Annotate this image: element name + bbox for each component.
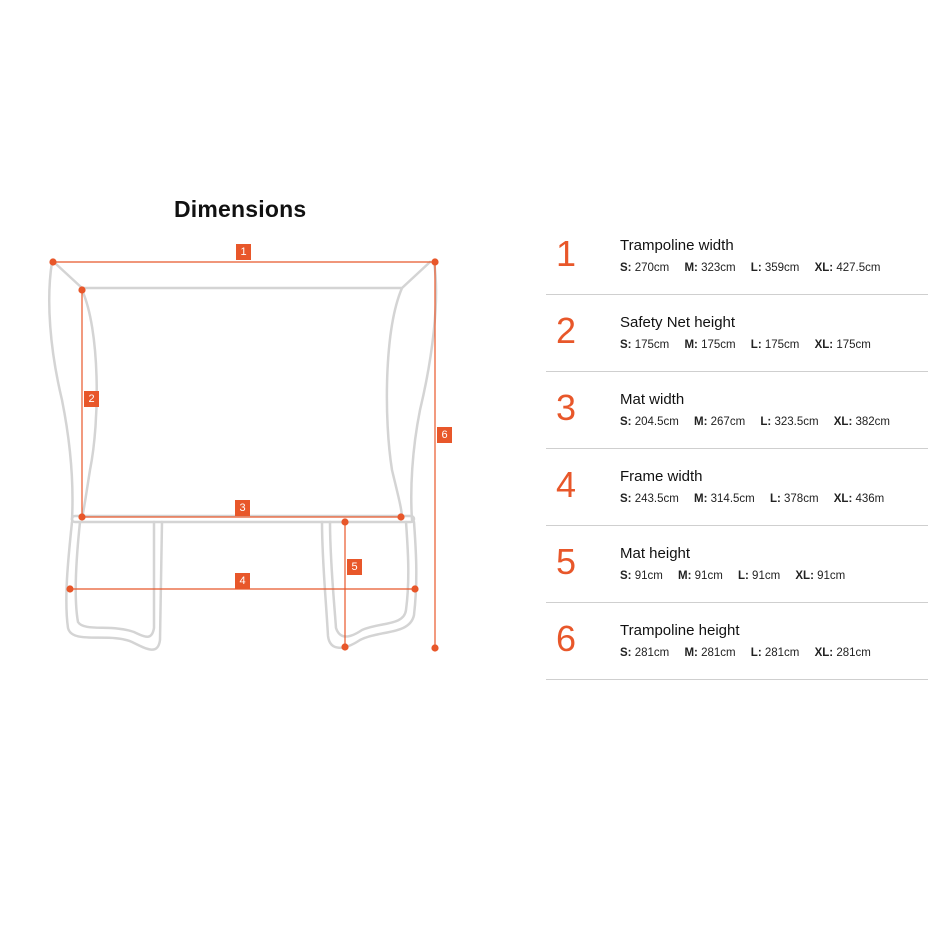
callout-badge-4 xyxy=(235,573,250,589)
size-value: 436m xyxy=(855,493,885,505)
callout-number: 6 xyxy=(441,429,448,441)
size-value: 359cm xyxy=(764,262,800,274)
left-leg xyxy=(66,522,162,650)
callout-badge-5 xyxy=(347,559,362,575)
size-value: 91cm xyxy=(694,570,723,582)
size-value: 323.5cm xyxy=(774,416,819,428)
callout-number: 5 xyxy=(351,561,358,573)
size-values xyxy=(620,570,857,582)
size-key: L: xyxy=(760,416,772,428)
dimension-end-dot xyxy=(412,586,418,592)
left-net-pole xyxy=(49,262,72,520)
list-item xyxy=(546,295,928,372)
size-values xyxy=(620,416,902,428)
size-value: 281cm xyxy=(701,647,736,659)
dimension-end-dot xyxy=(50,259,56,265)
right-net-pole-inner xyxy=(387,288,402,518)
diagram-title: Dimensions xyxy=(174,196,307,222)
size-values xyxy=(620,647,883,659)
callout-number: 2 xyxy=(88,393,95,405)
dimension-label: Safety Net height xyxy=(620,314,736,331)
size-key: S: xyxy=(620,339,632,351)
size-key: XL: xyxy=(833,416,853,428)
callout-number: 4 xyxy=(239,575,246,587)
size-key: L: xyxy=(769,493,781,505)
list-item xyxy=(546,218,928,295)
dimension-end-dot xyxy=(432,645,438,651)
dimension-lines xyxy=(50,259,438,651)
size-value: 91cm xyxy=(634,570,663,582)
dimension-label: Mat width xyxy=(620,391,685,408)
dimension-number: 1 xyxy=(556,233,577,274)
dimension-end-dot xyxy=(342,519,348,525)
size-value: 204.5cm xyxy=(634,416,679,428)
size-key: XL: xyxy=(833,493,853,505)
size-value: 175cm xyxy=(701,339,736,351)
dimension-number: 6 xyxy=(556,618,577,659)
size-value: 270cm xyxy=(634,262,670,274)
size-key: L: xyxy=(750,262,762,274)
size-value: 91cm xyxy=(817,570,846,582)
callout-badge-3 xyxy=(235,500,250,516)
size-values xyxy=(620,262,892,274)
size-key: L: xyxy=(750,647,762,659)
callout-badge-1 xyxy=(236,244,251,260)
size-key: M: xyxy=(694,416,708,428)
size-key: XL: xyxy=(814,339,834,351)
size-key: XL: xyxy=(795,570,814,582)
right-leg-inner xyxy=(330,522,408,637)
list-item xyxy=(546,526,928,603)
dimension-number: 3 xyxy=(556,387,577,428)
dimension-label: Trampoline width xyxy=(620,237,734,254)
size-key: XL: xyxy=(814,262,834,274)
size-key: M: xyxy=(694,493,708,505)
dimension-end-dot xyxy=(342,644,348,650)
size-value: 175cm xyxy=(634,339,670,351)
size-value: 281cm xyxy=(764,647,800,659)
list-item xyxy=(546,449,928,526)
right-net-pole xyxy=(411,262,436,520)
dimension-label: Trampoline height xyxy=(620,622,740,639)
size-key: S: xyxy=(620,262,632,274)
trampoline-dimension-diagram xyxy=(0,0,520,700)
size-value: 323cm xyxy=(701,262,736,274)
dimension-number: 5 xyxy=(556,541,577,582)
size-value: 314.5cm xyxy=(710,493,755,505)
callout-number: 1 xyxy=(240,246,247,258)
size-value: 243.5cm xyxy=(634,493,679,505)
size-key: M: xyxy=(684,647,698,659)
dimension-number: 2 xyxy=(556,310,577,351)
size-key: XL: xyxy=(814,647,834,659)
size-value: 427.5cm xyxy=(836,262,881,274)
dimension-label: Mat height xyxy=(620,545,691,562)
callout-badges xyxy=(84,244,452,589)
size-value: 91cm xyxy=(752,570,781,582)
callout-badge-6 xyxy=(437,427,452,443)
size-key: S: xyxy=(620,416,632,428)
size-value: 281cm xyxy=(836,647,871,659)
list-item xyxy=(546,603,928,680)
trampoline-outline xyxy=(49,262,436,650)
size-values xyxy=(620,493,896,505)
dimension-end-dot xyxy=(79,287,85,293)
size-key: M: xyxy=(684,339,698,351)
dimension-end-dot xyxy=(67,586,73,592)
net-top-rail xyxy=(56,262,430,288)
size-key: M: xyxy=(678,570,692,582)
size-key: S: xyxy=(620,647,632,659)
dimension-number: 4 xyxy=(556,464,577,505)
size-key: L: xyxy=(737,570,749,582)
size-value: 382cm xyxy=(855,416,891,428)
size-value: 281cm xyxy=(634,647,670,659)
size-key: S: xyxy=(620,493,632,505)
callout-badge-2 xyxy=(84,391,99,407)
size-value: 378cm xyxy=(784,493,819,505)
size-key: L: xyxy=(750,339,762,351)
size-value: 175cm xyxy=(836,339,871,351)
size-key: M: xyxy=(684,262,698,274)
list-item xyxy=(546,372,928,449)
size-value: 175cm xyxy=(764,339,800,351)
dimension-end-dot xyxy=(398,514,404,520)
size-values xyxy=(620,339,883,351)
left-leg-inner xyxy=(76,522,154,637)
dimensions-list xyxy=(546,218,928,680)
size-value: 267cm xyxy=(710,416,746,428)
size-key: S: xyxy=(620,570,632,582)
callout-number: 3 xyxy=(239,502,246,514)
dimension-label: Frame width xyxy=(620,468,703,485)
